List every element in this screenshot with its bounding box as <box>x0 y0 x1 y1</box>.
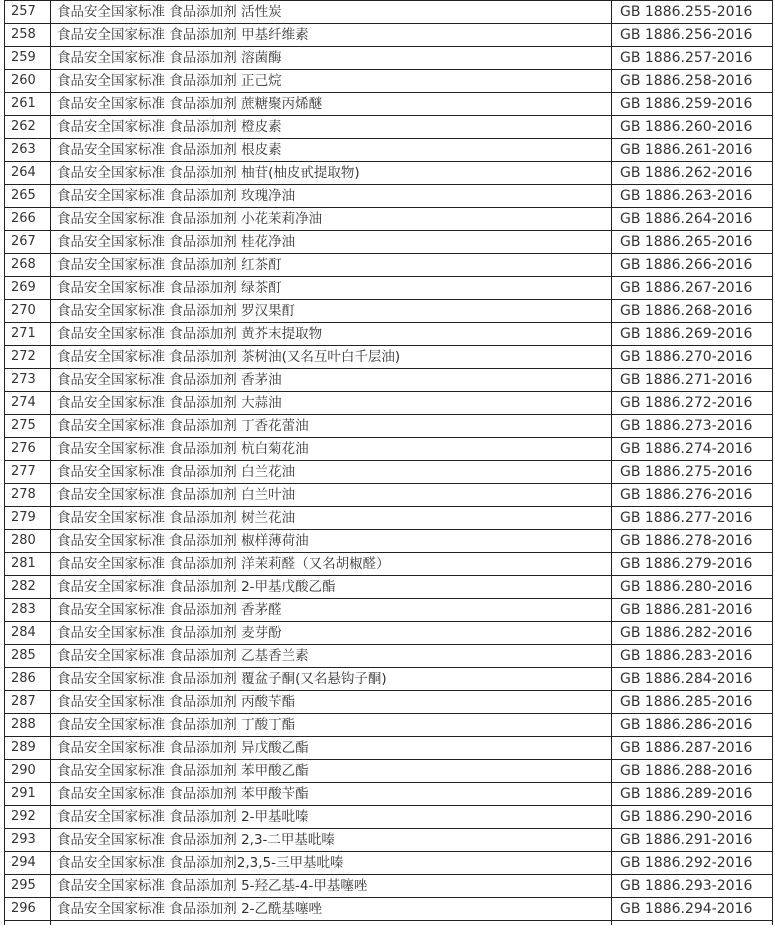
standard-name-cell: 食品安全国家标准 食品添加剂 丁酸丁酯 <box>51 714 612 737</box>
row-number-cell: 288 <box>5 714 51 737</box>
table-row <box>5 622 773 645</box>
table-row <box>5 852 773 875</box>
row-number-cell: 274 <box>5 392 51 415</box>
table-row <box>5 1 773 24</box>
standard-code-cell: GB 1886.264-2016 <box>612 208 773 231</box>
standard-code-cell: GB 1886.282-2016 <box>612 622 773 645</box>
table-row <box>5 461 773 484</box>
table-row <box>5 668 773 691</box>
standard-name-cell: 食品安全国家标准 食品添加剂 活性炭 <box>51 1 612 24</box>
standard-name-cell: 食品安全国家标准 食品添加剂 异戊酸乙酯 <box>51 737 612 760</box>
standard-name-cell: 食品安全国家标准 食品添加剂 2,3-二甲基吡嗪 <box>51 829 612 852</box>
standard-name-cell: 食品安全国家标准 食品添加剂 正己烷 <box>51 70 612 93</box>
standard-code-cell: GB 1886.270-2016 <box>612 346 773 369</box>
standard-code-cell: GB 1886.286-2016 <box>612 714 773 737</box>
table-row <box>5 277 773 300</box>
standard-name-cell: 食品安全国家标准 食品添加剂 桂花净油 <box>51 231 612 254</box>
standard-name-cell: 食品安全国家标准 食品添加剂 大蒜油 <box>51 392 612 415</box>
row-number-cell: 260 <box>5 70 51 93</box>
standards-table-body <box>5 1 773 926</box>
table-row <box>5 185 773 208</box>
row-number-cell: 272 <box>5 346 51 369</box>
table-row <box>5 576 773 599</box>
table-row <box>5 369 773 392</box>
standard-code-cell: GB 1886.262-2016 <box>612 162 773 185</box>
standard-code-cell: GB 1886.288-2016 <box>612 760 773 783</box>
table-row <box>5 162 773 185</box>
row-number-cell: 291 <box>5 783 51 806</box>
table-row-partial <box>5 921 773 926</box>
table-row <box>5 553 773 576</box>
table-row <box>5 783 773 806</box>
standard-code-cell: GB 1886.276-2016 <box>612 484 773 507</box>
standard-code-cell: GB 1886.287-2016 <box>612 737 773 760</box>
standard-name-cell: 食品安全国家标准 食品添加剂 罗汉果酊 <box>51 300 612 323</box>
row-number-cell: 287 <box>5 691 51 714</box>
table-row <box>5 806 773 829</box>
row-number-cell: 285 <box>5 645 51 668</box>
standard-name-cell: 食品安全国家标准 食品添加剂 2-甲基戊酸乙酯 <box>51 576 612 599</box>
row-number-cell: 289 <box>5 737 51 760</box>
row-number-cell: 286 <box>5 668 51 691</box>
table-row <box>5 737 773 760</box>
standard-code-cell: GB 1886.261-2016 <box>612 139 773 162</box>
table-row <box>5 415 773 438</box>
standard-code-cell: GB 1886.263-2016 <box>612 185 773 208</box>
row-number-cell: 264 <box>5 162 51 185</box>
row-number-cell: 292 <box>5 806 51 829</box>
standard-name-cell: 食品安全国家标准 食品添加剂 丙酸苄酯 <box>51 691 612 714</box>
standard-code-cell: GB 1886.290-2016 <box>612 806 773 829</box>
row-number-cell: 279 <box>5 507 51 530</box>
row-number-cell: 284 <box>5 622 51 645</box>
standards-table <box>4 0 773 925</box>
standard-name-cell: 食品安全国家标准 食品添加剂 蔗糖聚丙烯醚 <box>51 93 612 116</box>
table-row <box>5 231 773 254</box>
row-number-cell: 294 <box>5 852 51 875</box>
standard-name-cell: 食品安全国家标准 食品添加剂 玫瑰净油 <box>51 185 612 208</box>
standard-code-cell: GB 1886.294-2016 <box>612 898 773 921</box>
standard-name-cell: 食品安全国家标准 食品添加剂 丁香花蕾油 <box>51 415 612 438</box>
table-row <box>5 392 773 415</box>
row-number-cell: 275 <box>5 415 51 438</box>
row-number-cell: 295 <box>5 875 51 898</box>
table-row <box>5 645 773 668</box>
row-number-cell: 268 <box>5 254 51 277</box>
standard-name-cell: 食品安全国家标准 食品添加剂 绿茶酊 <box>51 277 612 300</box>
standard-code-cell: GB 1886.255-2016 <box>612 1 773 24</box>
table-row <box>5 599 773 622</box>
row-number-cell: 265 <box>5 185 51 208</box>
standard-code-cell: GB 1886.257-2016 <box>612 47 773 70</box>
standard-name-cell: 食品安全国家标准 食品添加剂 白兰叶油 <box>51 484 612 507</box>
standard-code-cell: GB 1886.258-2016 <box>612 70 773 93</box>
table-row <box>5 93 773 116</box>
standard-name-cell: 食品安全国家标准 食品添加剂 洋茉莉醛（又名胡椒醛） <box>51 553 612 576</box>
standard-name-cell: 食品安全国家标准 食品添加剂 白兰花油 <box>51 461 612 484</box>
standard-name-cell: 食品安全国家标准 食品添加剂 椒样薄荷油 <box>51 530 612 553</box>
standard-name-cell: 食品安全国家标准 食品添加剂 2-乙酰基噻唑 <box>51 898 612 921</box>
standard-name-cell: 食品安全国家标准 食品添加剂 乙基香兰素 <box>51 645 612 668</box>
row-number-cell: 258 <box>5 24 51 47</box>
standard-code-cell: GB 1886.265-2016 <box>612 231 773 254</box>
table-row <box>5 139 773 162</box>
standard-code-cell: GB 1886.259-2016 <box>612 93 773 116</box>
row-number-cell: 266 <box>5 208 51 231</box>
standard-name-cell: 食品安全国家标准 食品添加剂 杭白菊花油 <box>51 438 612 461</box>
standard-code-cell: GB 1886.279-2016 <box>612 553 773 576</box>
standard-code-cell: GB 1886.283-2016 <box>612 645 773 668</box>
standard-name-cell: 食品安全国家标准 食品添加剂 覆盆子酮(又名悬钩子酮) <box>51 668 612 691</box>
standard-name-cell: 食品安全国家标准 食品添加剂2,3,5-三甲基吡嗪 <box>51 852 612 875</box>
row-number-cell: 290 <box>5 760 51 783</box>
row-number-cell: 273 <box>5 369 51 392</box>
standard-code-cell: GB 1886.273-2016 <box>612 415 773 438</box>
standard-code-cell: GB 1886.280-2016 <box>612 576 773 599</box>
table-row <box>5 208 773 231</box>
table-row <box>5 691 773 714</box>
standard-name-cell: 食品安全国家标准 食品添加剂 苯甲酸苄酯 <box>51 783 612 806</box>
row-number-cell: 263 <box>5 139 51 162</box>
table-row <box>5 438 773 461</box>
table-row <box>5 47 773 70</box>
row-number-cell: 278 <box>5 484 51 507</box>
standard-code-cell <box>612 921 773 926</box>
table-row <box>5 24 773 47</box>
standard-name-cell: 食品安全国家标准 食品添加剂 根皮素 <box>51 139 612 162</box>
standard-code-cell: GB 1886.275-2016 <box>612 461 773 484</box>
standard-code-cell: GB 1886.268-2016 <box>612 300 773 323</box>
row-number-cell: 262 <box>5 116 51 139</box>
row-number-cell: 283 <box>5 599 51 622</box>
table-row <box>5 70 773 93</box>
standard-name-cell: 食品安全国家标准 食品添加剂 柚苷(柚皮甙提取物) <box>51 162 612 185</box>
standard-name-cell: 食品安全国家标准 食品添加剂 苯甲酸乙酯 <box>51 760 612 783</box>
standard-code-cell: GB 1886.277-2016 <box>612 507 773 530</box>
table-row <box>5 300 773 323</box>
row-number-cell: 293 <box>5 829 51 852</box>
row-number-cell: 276 <box>5 438 51 461</box>
row-number-cell: 259 <box>5 47 51 70</box>
standard-code-cell: GB 1886.267-2016 <box>612 277 773 300</box>
standard-name-cell: 食品安全国家标准 食品添加剂 香茅醛 <box>51 599 612 622</box>
row-number-cell: 269 <box>5 277 51 300</box>
table-row <box>5 530 773 553</box>
row-number-cell: 267 <box>5 231 51 254</box>
standard-name-cell: 食品安全国家标准 食品添加剂 溶菌酶 <box>51 47 612 70</box>
standard-name-cell: 食品安全国家标准 食品添加剂 红茶酊 <box>51 254 612 277</box>
row-number-cell: 270 <box>5 300 51 323</box>
standard-code-cell: GB 1886.284-2016 <box>612 668 773 691</box>
standard-code-cell: GB 1886.291-2016 <box>612 829 773 852</box>
standard-code-cell: GB 1886.256-2016 <box>612 24 773 47</box>
row-number-cell: 282 <box>5 576 51 599</box>
standard-name-cell: 食品安全国家标准 食品添加剂 5-羟乙基-4-甲基噻唑 <box>51 875 612 898</box>
table-row <box>5 346 773 369</box>
table-row <box>5 116 773 139</box>
row-number-cell <box>5 921 51 926</box>
standard-name-cell: 食品安全国家标准 食品添加剂 黄芥末提取物 <box>51 323 612 346</box>
standard-code-cell: GB 1886.269-2016 <box>612 323 773 346</box>
table-row <box>5 484 773 507</box>
row-number-cell: 280 <box>5 530 51 553</box>
standard-name-cell: 食品安全国家标准 食品添加剂 茶树油(又名互叶白千层油) <box>51 346 612 369</box>
standard-name-cell: 食品安全国家标准 食品添加剂 橙皮素 <box>51 116 612 139</box>
standard-code-cell: GB 1886.292-2016 <box>612 852 773 875</box>
standard-name-cell: 食品安全国家标准 食品添加剂 小花茉莉净油 <box>51 208 612 231</box>
standard-code-cell: GB 1886.293-2016 <box>612 875 773 898</box>
standard-name-cell: 食品安全国家标准 食品添加剂 2-甲基吡嗪 <box>51 806 612 829</box>
row-number-cell: 261 <box>5 93 51 116</box>
standard-code-cell: GB 1886.271-2016 <box>612 369 773 392</box>
table-row <box>5 898 773 921</box>
table-row <box>5 875 773 898</box>
standard-name-cell: 食品安全国家标准 食品添加剂 香茅油 <box>51 369 612 392</box>
standard-code-cell: GB 1886.278-2016 <box>612 530 773 553</box>
standard-name-cell: 食品安全国家标准 食品添加剂 树兰花油 <box>51 507 612 530</box>
standard-name-cell <box>51 921 612 926</box>
standard-code-cell: GB 1886.272-2016 <box>612 392 773 415</box>
standard-code-cell: GB 1886.260-2016 <box>612 116 773 139</box>
standard-code-cell: GB 1886.266-2016 <box>612 254 773 277</box>
standard-code-cell: GB 1886.285-2016 <box>612 691 773 714</box>
row-number-cell: 281 <box>5 553 51 576</box>
table-row <box>5 323 773 346</box>
standard-code-cell: GB 1886.274-2016 <box>612 438 773 461</box>
standard-code-cell: GB 1886.281-2016 <box>612 599 773 622</box>
row-number-cell: 277 <box>5 461 51 484</box>
standard-name-cell: 食品安全国家标准 食品添加剂 甲基纤维素 <box>51 24 612 47</box>
row-number-cell: 296 <box>5 898 51 921</box>
table-row <box>5 507 773 530</box>
table-row <box>5 760 773 783</box>
table-row <box>5 829 773 852</box>
standard-name-cell: 食品安全国家标准 食品添加剂 麦芽酚 <box>51 622 612 645</box>
table-row <box>5 714 773 737</box>
row-number-cell: 271 <box>5 323 51 346</box>
table-row <box>5 254 773 277</box>
standard-code-cell: GB 1886.289-2016 <box>612 783 773 806</box>
row-number-cell: 257 <box>5 1 51 24</box>
